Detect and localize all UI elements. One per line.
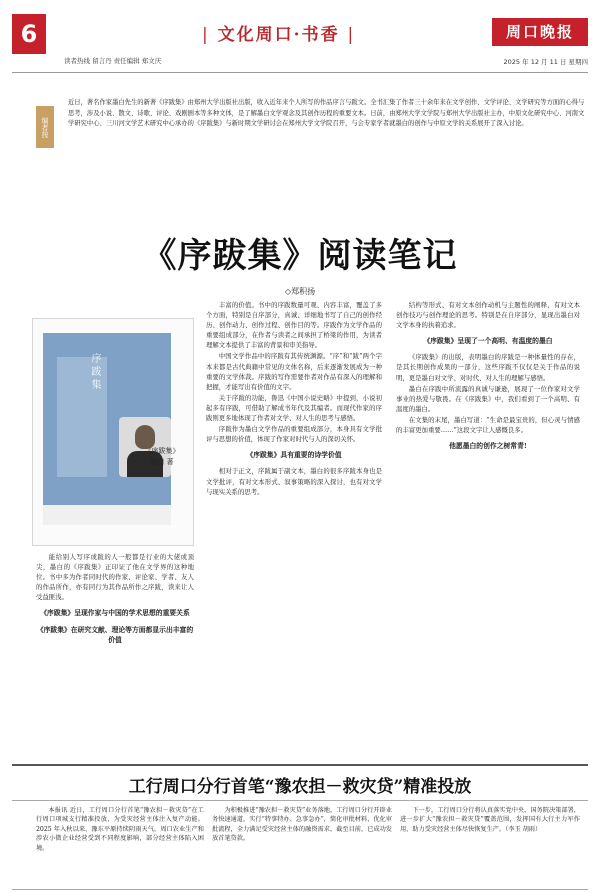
editors-note-tag: 编者按: [36, 106, 54, 148]
title-bar-decoration-right: |: [347, 25, 356, 45]
editors-note-text: 近日，著名作家墨白先生的新著《序跋集》由郑州大学出版社出版，收入近年来个人所写的作品序言与跋文。全书汇集了作者三十余年来在文学创作、文学评论、文学研究等方面的心得与思考，涉及小说、散文、诗歌、评论、戏剧剧本等多种文体，是了解墨白文学观念及其创作历程的重要文本。日前，由郑州大学文学院与郑州大学出版社主办，中原文化研究中心、河南文学研究中心、三川河文学艺术研究中心承办的《序跋集》与新时期文学研讨会在郑州大学文学院召开，与会专家学者就墨白的创作与中原文学的关系展开了深入讨论。: [68, 99, 585, 127]
news-column-1: [36, 806, 204, 888]
article-column-3: [396, 300, 580, 752]
column-3-paragraph: 墨白在序跋中所流露的真诚与谦逊，展现了一位作家对文学事业的热爱与敬畏。在《序跋集》中，我们看到了一个高明、有温度的墨白。: [396, 384, 580, 413]
news-headline: 工行周口分行首笔“豫农担－救灾贷”精准投放: [128, 777, 472, 797]
column-1-intro: 能给别人写序或跋的人一般都是行业的大佬或顶尖，墨白的《序跋集》正印证了他在文学界的这种地位。书中多为作者同时代的作家、评论家、学者、友人的作品所作，亦有同行为其作品所作之序跋，读来让人受益匪浅。: [36, 553, 194, 602]
column-3-paragraph: 结构等形式、有对文本创作动机与主题性的阐释，有对文本创作技巧与创作理论的思考。特别是在自序部分，显现出墨白对文学本身的执着追求。: [396, 301, 580, 330]
bottom-divider: [12, 889, 588, 890]
column-2-paragraph: 序跋作为墨白文学作品的重要组成部分，本身具有文学批评与思想的价值，体现了作家对时代与人的深切关怀。: [206, 425, 382, 444]
article-column-1: [36, 552, 194, 748]
header-divider: [12, 72, 588, 73]
column-2-paragraph: 相对于正文，序跋属于副文本，墨白的很多序跋本身也是文学批评，有对文本形式、叙事策略的深入探讨，也有对文学与现实关系的思考。: [206, 467, 382, 496]
subhead-3: 《序跋集》具有重要的诗学价值: [246, 451, 342, 460]
editor-credits: 读者热线 留言丹 责任编辑 郑文庆: [64, 57, 162, 65]
column-2-paragraph: 关于序跋的功能，鲁迅《中国小说史略》中提到，小说初起多有序跋，可借助了解成书年代及其编者。而现代作家的序跋则更多地体现了作者对文学、对人生的思考与感悟。: [206, 393, 382, 423]
title-bar-decoration: |: [202, 25, 210, 45]
column-title: [202, 20, 355, 45]
column-3-paragraph: 《序跋集》的出版，表明墨白的序跋是一种体量性的存在，是其长期创作成果的一部分，这些序跋不仅仅是关于作品的说明，更是墨白对文学、对时代、对人生的理解与感悟。: [396, 353, 580, 382]
cover-vertical-title: 序跋集: [89, 353, 100, 392]
news-headline-divider: [12, 800, 588, 801]
subhead-5: 他愿墨白的创作之树常青!: [449, 442, 527, 451]
editors-note: [36, 88, 588, 206]
article-author: ◇郑积扬: [284, 287, 316, 296]
caption-book-author: 墨白 著: [150, 458, 174, 466]
cover-bottom-band: [43, 505, 171, 525]
column-3-paragraph: 在文集的末尾，墨白写道：“生命是最宝贵的，但心灵与情感的丰富更加重要……”这段文字让人感慨良多。: [396, 415, 580, 435]
subhead-4: 《序跋集》呈现了一个高明、有温度的墨白: [423, 337, 553, 346]
article-title: 《序跋集》阅读笔记: [142, 236, 458, 276]
book-cover-frame: [32, 318, 194, 546]
paper-name-logo: 周口晚报: [492, 18, 588, 46]
issue-date: 2025 年 12 月 11 日 星期四: [503, 58, 588, 66]
book-cover-image: [43, 333, 171, 525]
column-2-paragraph: 中国文学作品中的序跋有其传统渊源。“序”和“跋”两个字本来都是古代典籍中常见的文体名称，后来逐渐发展成为一种重要的文学体裁。序跋的写作需要作者对作品有深入的理解和把握，才能写出有价值的文字。: [206, 352, 382, 391]
news-paragraph: 本报讯 近日，工行周口分行首笔“豫农担－救灾贷”在工行周口项城支行精准投放，为受灾经营主体注入复产动能。2025 年入秋以来，豫东平原持续阴雨天气，周口农业生产和涉农小微企业经营受到不同程度影响，部分经营主体陷入困境。: [36, 807, 204, 852]
book-cover-caption: [134, 446, 190, 468]
subhead-2: 《序跋集》在研究文献、理论等方面都显示出丰富的价值: [36, 625, 194, 644]
section-divider: [12, 764, 588, 766]
news-column-3: [400, 806, 580, 888]
article-column-2: [206, 300, 382, 752]
caption-book-title: 《序跋集》: [144, 447, 180, 455]
page-number: 6: [12, 14, 46, 54]
column-title-text: 文化周口·书香: [217, 25, 340, 45]
news-paragraph: 为积极推进“豫农担－救灾贷”业务落地，工行周口分行开辟业务快速通道，实行“特事特办、急事急办”，简化审批材料，优化审批流程，全力满足受灾经营主体的融资需求，截至目前，已成功发放首笔贷款。: [212, 807, 392, 843]
subhead-1: 《序跋集》呈现作家与中国的学术思想的重要关系: [40, 609, 190, 618]
masthead: [12, 14, 588, 70]
news-column-2: [212, 806, 392, 888]
news-paragraph: 下一步，工行周口分行将认真落实党中央、国务院决策部署，进一步扩大“豫农担－救灾贷”覆盖范围，发挥国有大行主力军作用，助力受灾经营主体尽快恢复生产。（李玉 胡雨）: [400, 807, 580, 833]
column-2-paragraph: 丰富的价值。书中的序跋数量可观、内容丰富，覆盖了多个方面，特别是自序部分，真诚、详细地书写了自己的创作经历、创作动力、创作过程、创作目的等。序跋作为文学作品的重要组成部分，在作者与读者之间承担了桥梁的作用，为读者理解文本提供了丰富的背景和审美指导。: [206, 301, 382, 350]
